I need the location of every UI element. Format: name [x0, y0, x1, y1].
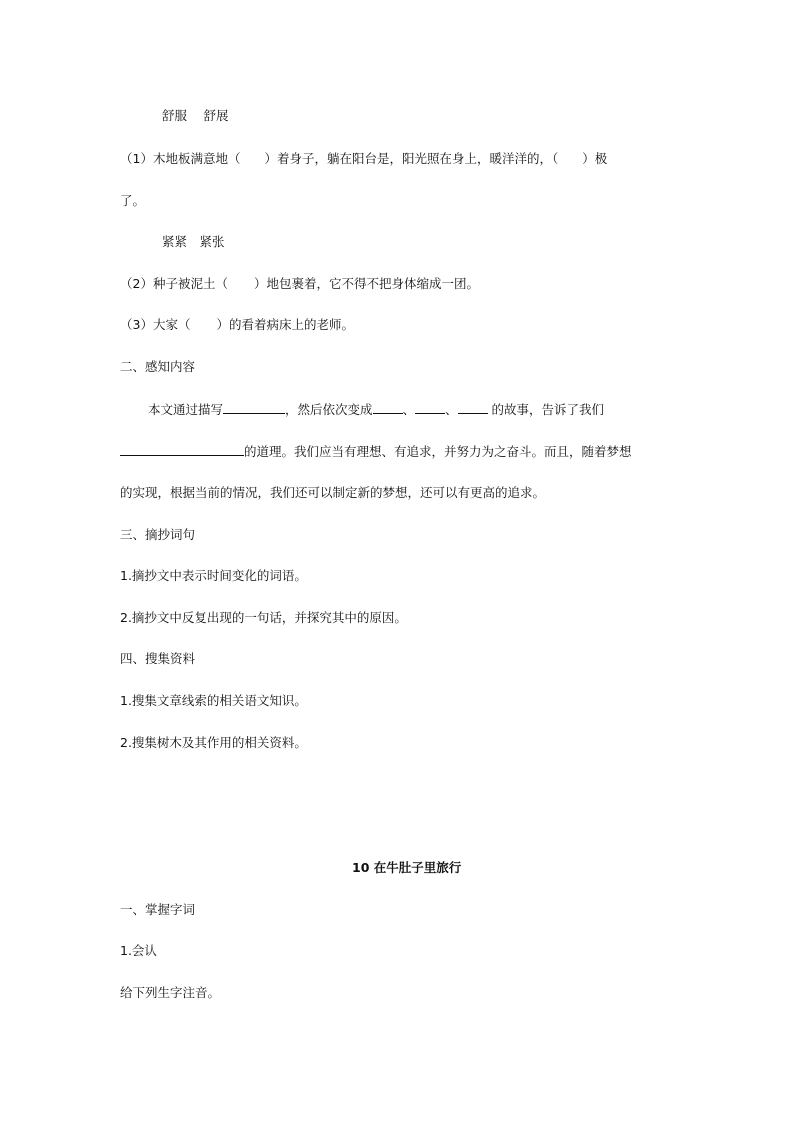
summary-paragraph-line-3: 的实现，根据当前的情况，我们还可以制定新的梦想，还可以有更高的追求。: [120, 485, 546, 500]
lesson-section-heading: 一、掌握字词: [120, 902, 196, 917]
lesson-instruction: 给下列生字注音。: [120, 985, 221, 1000]
q1-text-b: ）着身子，躺在阳台是，阳光照在身上，暖洋洋的，（: [264, 151, 559, 166]
section-heading-2: 二、感知内容: [120, 359, 196, 374]
word-pair-2: 紧紧 紧张: [162, 234, 225, 249]
blank-4[interactable]: [458, 401, 488, 414]
excerpt-task-1: 1.摘抄文中表示时间变化的词语。: [120, 568, 307, 583]
research-task-2: 2.搜集树木及其作用的相关资料。: [120, 735, 307, 750]
question-1: [120, 151, 607, 167]
q3-text-a: （3）大家（: [120, 317, 191, 332]
summary-sep-1: 、: [402, 402, 416, 417]
summary-paragraph-line-1: [148, 401, 604, 418]
q1-text-c: ）极: [582, 151, 608, 166]
blank-5[interactable]: [120, 443, 244, 456]
summary-text-c: 的故事，告诉了我们: [487, 402, 605, 417]
question-1-cont: 了。: [120, 193, 146, 208]
blank-2[interactable]: [373, 401, 403, 414]
research-task-1: 1.搜集文章线索的相关语文知识。: [120, 693, 307, 708]
question-3: [120, 317, 354, 333]
section-heading-4: 四、搜集资料: [120, 651, 196, 666]
q1-text-a: （1）木地板满意地（: [120, 151, 241, 166]
summary-text-a: 本文通过描写: [148, 402, 224, 417]
section-heading-3: 三、摘抄词句: [120, 527, 196, 542]
summary-paragraph-line-2: [120, 443, 632, 460]
lesson-subheading: 1.会认: [120, 943, 157, 958]
excerpt-task-2: 2.摘抄文中反复出现的一句话，并探究其中的原因。: [120, 610, 407, 625]
summary-text-d: 的道理。我们应当有理想、有追求，并努力为之奋斗。而且，随着梦想: [244, 444, 632, 459]
q2-text-a: （2）种子被泥土（: [120, 276, 228, 291]
word-pair-1: 舒服 舒展: [162, 108, 229, 123]
blank-1[interactable]: [223, 401, 285, 414]
lesson-title: 10 在牛肚子里旅行: [352, 860, 462, 875]
question-2: [120, 276, 479, 292]
summary-sep-2: 、: [445, 402, 458, 417]
summary-text-b: ，然后依次变成: [285, 402, 373, 417]
q2-text-b: ）地包裹着，它不得不把身体缩成一团。: [253, 276, 479, 291]
q3-text-b: ）的看着病床上的老师。: [216, 317, 354, 332]
blank-3[interactable]: [415, 401, 445, 414]
